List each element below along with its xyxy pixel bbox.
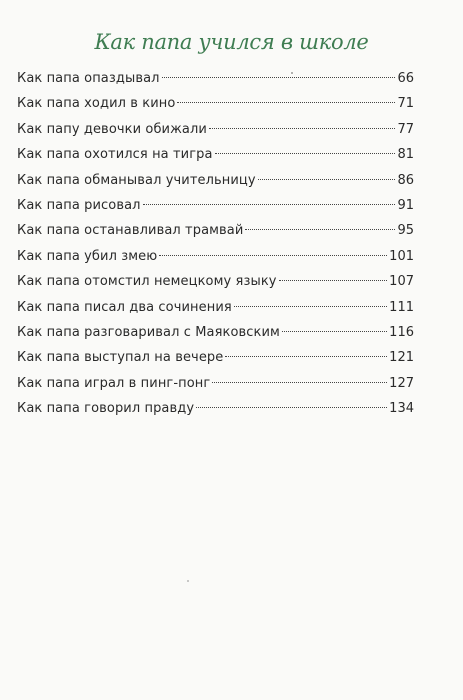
toc-entry-title: Как папа охотился на тигра — [17, 147, 213, 163]
table-of-contents — [17, 66, 414, 421]
toc-entry-page: 121 — [389, 350, 414, 366]
toc-entry-title: Как папа выступал на вечере — [17, 350, 224, 366]
dot-leader — [234, 306, 387, 307]
toc-entry-title: Как папа ходил в кино — [17, 96, 176, 112]
toc-entry[interactable] — [17, 371, 414, 396]
paper-speck — [291, 72, 293, 74]
dot-leader — [258, 179, 396, 180]
dot-leader — [212, 382, 387, 383]
toc-entry-title: Как папа рисовал — [17, 197, 141, 213]
dot-leader — [159, 255, 387, 256]
toc-entry[interactable] — [17, 91, 414, 116]
toc-entry[interactable] — [17, 295, 414, 320]
dot-leader — [215, 153, 396, 154]
toc-entry-page: 116 — [389, 324, 414, 340]
dot-leader — [143, 204, 396, 205]
toc-entry-page: 107 — [389, 274, 414, 290]
toc-entry[interactable] — [17, 66, 414, 91]
toc-entry-page: 77 — [397, 121, 414, 137]
toc-entry-title: Как папа говорил правду — [17, 401, 195, 417]
paper-speck — [187, 580, 189, 582]
toc-entry-title: Как папа писал два сочинения — [17, 299, 232, 315]
dot-leader — [209, 128, 396, 129]
dot-leader — [225, 356, 387, 357]
toc-entry[interactable] — [17, 320, 414, 345]
toc-entry-page: 66 — [397, 71, 414, 86]
toc-entry-page: 127 — [389, 375, 414, 391]
toc-entry-page: 111 — [389, 299, 414, 315]
dot-leader — [177, 102, 395, 103]
toc-entry[interactable] — [17, 345, 414, 370]
dot-leader — [245, 229, 395, 230]
toc-entry[interactable] — [17, 218, 414, 243]
toc-entry[interactable] — [17, 244, 414, 269]
section-heading: Как папа учился в школе — [94, 30, 369, 54]
toc-entry-page: 91 — [397, 197, 414, 213]
toc-entry-page: 95 — [397, 223, 414, 239]
dot-leader — [279, 280, 388, 281]
toc-entry-title: Как папа разговаривал с Маяковским — [17, 324, 280, 340]
toc-entry[interactable] — [17, 168, 414, 193]
toc-entry-title: Как папу девочки обижали — [17, 121, 207, 137]
dot-leader — [196, 407, 387, 408]
dot-leader — [162, 77, 396, 78]
toc-entry[interactable] — [17, 142, 414, 167]
toc-entry-page: 86 — [397, 172, 414, 188]
dot-leader — [282, 331, 387, 332]
toc-entry-title: Как папа опаздывал — [17, 71, 160, 86]
toc-entry-title: Как папа играл в пинг-понг — [17, 375, 211, 391]
toc-entry[interactable] — [17, 117, 414, 142]
toc-entry[interactable] — [17, 193, 414, 218]
toc-entry-title: Как папа отомстил немецкому языку — [17, 274, 277, 290]
toc-entry-title: Как папа останавливал трамвай — [17, 223, 244, 239]
toc-entry-page: 134 — [389, 401, 414, 417]
toc-entry-title: Как папа убил змею — [17, 248, 158, 264]
toc-entry-page: 81 — [397, 147, 414, 163]
toc-entry[interactable] — [17, 396, 414, 421]
toc-entry-page: 71 — [397, 96, 414, 112]
toc-entry-title: Как папа обманывал учительницу — [17, 172, 256, 188]
toc-entry[interactable] — [17, 269, 414, 294]
toc-entry-page: 101 — [389, 248, 414, 264]
